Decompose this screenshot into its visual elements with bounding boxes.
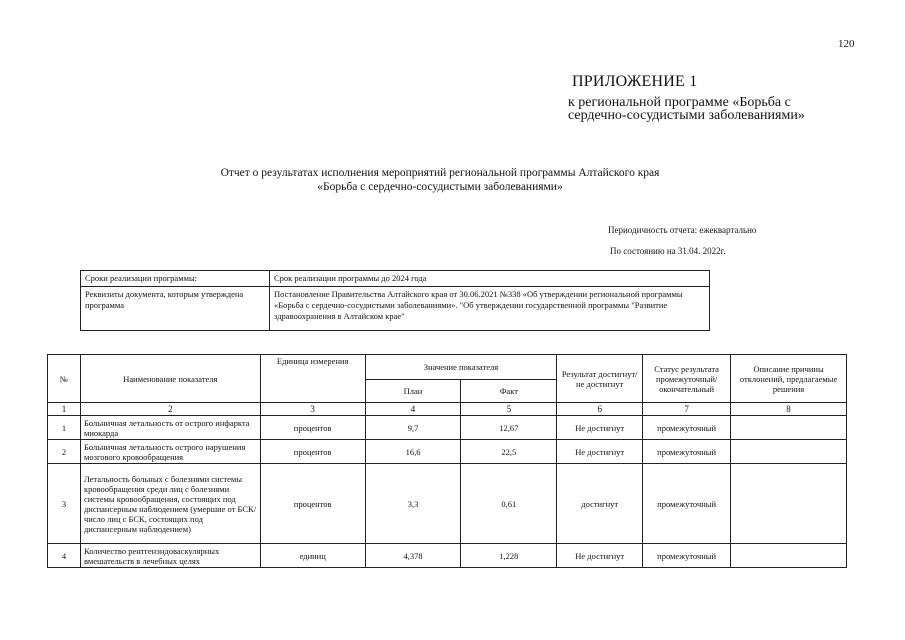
- row-result: Не достигнут: [557, 544, 643, 568]
- row-num: 1: [48, 416, 81, 440]
- row-unit: процентов: [260, 416, 365, 440]
- table-row: [48, 544, 847, 568]
- row-fact: 12,67: [461, 416, 557, 440]
- report-title-line2: «Борьба с сердечно-сосудистыми заболеваниями»: [317, 181, 563, 193]
- report-title-line1: Отчет о результатах исполнения мероприятий региональной программы Алтайского края: [220, 167, 660, 179]
- row-status: промежуточный: [643, 464, 731, 544]
- table-row: [48, 464, 847, 544]
- row-name: Больничная летальность острого нарушения мозгового кровообращения: [80, 440, 260, 464]
- row-name: Больничная летальность от острого инфаркта миокарда: [80, 416, 260, 440]
- column-number: 7: [643, 403, 731, 416]
- row-unit: процентов: [260, 440, 365, 464]
- row-plan: 3,3: [365, 464, 461, 544]
- column-number: 4: [365, 403, 461, 416]
- header-fact: Факт: [461, 380, 557, 403]
- header-plan: План: [365, 380, 461, 403]
- info-row-document: [81, 287, 710, 331]
- header-name: Наименование показателя: [80, 355, 260, 403]
- column-number: 8: [731, 403, 847, 416]
- info-label: Сроки реализации программы:: [81, 271, 270, 287]
- table-row: [48, 440, 847, 464]
- row-plan: 4,378: [365, 544, 461, 568]
- report-periodicity: Периодичность отчета: ежеквартально: [608, 225, 757, 235]
- column-number: 2: [80, 403, 260, 416]
- column-number: 1: [48, 403, 81, 416]
- row-result: достигнут: [557, 464, 643, 544]
- row-fact: 0,61: [461, 464, 557, 544]
- header-status: Статус результата промежуточный/ окончательный: [643, 355, 731, 403]
- row-description: [731, 544, 847, 568]
- row-status: промежуточный: [643, 440, 731, 464]
- row-description: [731, 464, 847, 544]
- header-value-group: Значение показателя: [365, 355, 557, 380]
- column-number-row: [48, 403, 847, 416]
- indicators-table: [47, 354, 847, 568]
- info-label: Реквизиты документа, которым утверждена программа: [81, 287, 270, 331]
- report-title: [150, 166, 730, 194]
- row-plan: 9,7: [365, 416, 461, 440]
- row-num: 2: [48, 440, 81, 464]
- row-unit: процентов: [260, 464, 365, 544]
- header-description: Описание причины отклонений, предлагаемые решения: [731, 355, 847, 403]
- page-number: 120: [838, 38, 855, 50]
- header-unit: Единица измерения: [260, 355, 365, 403]
- row-name: Летальность больных с болезнями системы кровообращения среди лиц с болезнями системы кровообращения, состоящих под диспансерным наблюдением (умершие от БСК/число лиц с БСК, состоящих под диспансерным наблюдением): [80, 464, 260, 544]
- appendix-subtitle: к региональной программе «Борьба с сердечно-сосудистыми заболеваниями»: [568, 95, 805, 123]
- row-result: Не достигнут: [557, 440, 643, 464]
- appendix-title: ПРИЛОЖЕНИЕ 1: [572, 73, 698, 90]
- info-row-terms: [81, 271, 710, 287]
- column-number: 5: [461, 403, 557, 416]
- row-result: Не достигнут: [557, 416, 643, 440]
- row-num: 3: [48, 464, 81, 544]
- program-info-table: [80, 270, 710, 331]
- header-result: Результат достигнут/ не достигнут: [557, 355, 643, 403]
- row-unit: единиц: [260, 544, 365, 568]
- column-number: 3: [260, 403, 365, 416]
- row-description: [731, 416, 847, 440]
- row-name: Количество рентгенэндоваскулярных вмешательств в лечебных целях: [80, 544, 260, 568]
- table-header-row: [48, 355, 847, 380]
- column-number: 6: [557, 403, 643, 416]
- header-num: №: [48, 355, 81, 403]
- row-num: 4: [48, 544, 81, 568]
- row-status: промежуточный: [643, 544, 731, 568]
- row-description: [731, 440, 847, 464]
- row-status: промежуточный: [643, 416, 731, 440]
- row-plan: 16,6: [365, 440, 461, 464]
- info-value: Срок реализации программы до 2024 года: [270, 271, 710, 287]
- table-row: [48, 416, 847, 440]
- report-as-of-date: По состоянию на 31.04. 2022г.: [610, 246, 726, 256]
- info-value: Постановление Правительства Алтайского края от 30.06.2021 №338 «Об утверждении региональной программы «Борьба с сердечно-сосудистыми заболеваниями». "Об утверждении государственной программы "Развитие здравоохранения в Алтайском крае": [270, 287, 710, 331]
- row-fact: 22,5: [461, 440, 557, 464]
- row-fact: 1,228: [461, 544, 557, 568]
